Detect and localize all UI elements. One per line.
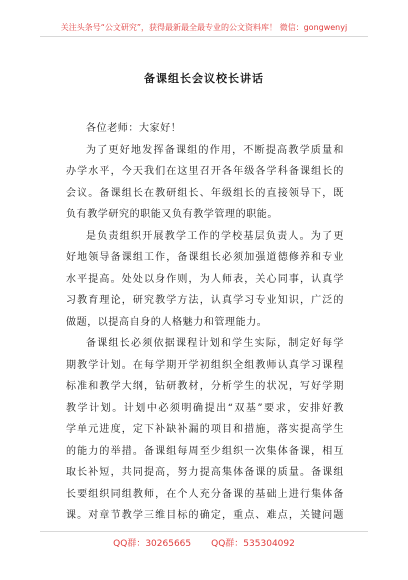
- footer-qq-group-2: QQ群：535304092: [211, 539, 295, 549]
- footer: [0, 536, 408, 549]
- header-divider: [40, 36, 368, 37]
- body-line: 习教育理论，研究教学方法，认真学习专业知识，广泛的: [66, 295, 344, 306]
- body-line: 取长补短，共同提高，努力提高集体备课的质量。备课组: [66, 467, 344, 478]
- body-line: 期教学计划。在每学期开学初组织全组教师认真学习课程: [66, 359, 344, 371]
- body-line: 课。对章节教学三维目标的确定，重点、难点，关键问题: [66, 510, 344, 521]
- header-notice: 关注头条号“公文研究”，获得最新最全最专业的公文资料库！ 微信：gongwenyj: [60, 23, 348, 32]
- body-line: 办学水平，今天我们在这里召开各年级各学科备课组长的: [66, 166, 344, 177]
- body-line: 水平提高。处处以身作则，为人师表，关心同事，认真学: [66, 273, 344, 285]
- document-body: [66, 118, 344, 527]
- body-line: 备课组长必须依据课程计划和学生实际，制定好每学: [86, 338, 344, 349]
- body-line: 是负责组织开展教学工作的学校基层负责人。为了更: [86, 230, 344, 242]
- body-line: 教学计划。计划中必须明确提出“双基”要求，安排好教: [66, 402, 344, 414]
- body-line: 好地领导备课组工作，备课组长必须加强道德修养和专业: [66, 252, 344, 263]
- body-line: 会议。备课组长在教研组长、年级组长的直接领导下，既: [66, 187, 344, 199]
- body-line: 学单元进度，定下补缺补漏的项目和措施，落实提高学生: [66, 424, 344, 435]
- body-line: 长要组织同组教师，在个人充分备课的基础上进行集体备: [66, 488, 344, 500]
- body-line: 做题，以提高自身的人格魅力和管理能力。: [66, 316, 268, 328]
- document-title: 备课组长会议校长讲话: [144, 72, 264, 85]
- body-line: 标准和教学大纲，钻研教材，分析学生的状况，写好学期: [66, 381, 344, 392]
- body-line: 为了更好地发挥备课组的作用，不断提高教学质量和: [86, 144, 344, 156]
- footer-divider: [40, 531, 368, 532]
- body-line: 各位老师：大家好！: [86, 123, 182, 134]
- body-line: 负有教学研究的职能又负有教学管理的职能。: [66, 209, 278, 220]
- body-line: 的能力的举措。备课组每周至少组织一次集体备课，相互: [66, 445, 344, 457]
- footer-qq-group-1: QQ群：30265665: [113, 539, 192, 549]
